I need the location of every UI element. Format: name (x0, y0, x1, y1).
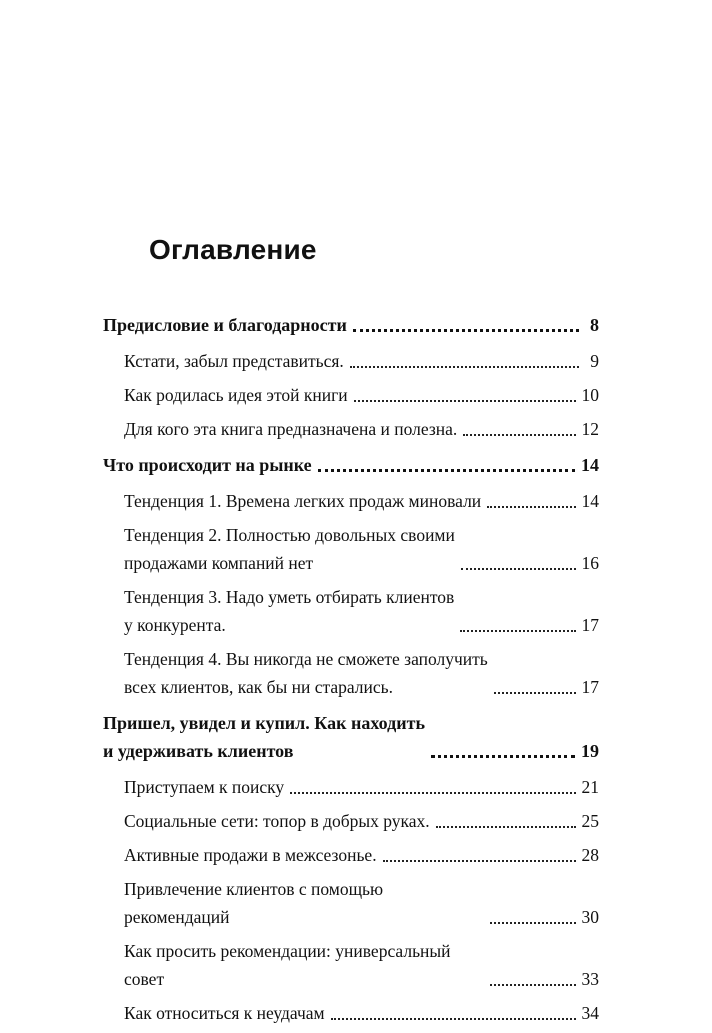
page-number: 8 (590, 315, 599, 335)
dot-leader (494, 692, 576, 694)
section-title: Кстати, забыл представиться. (124, 351, 344, 371)
dot-leader (487, 506, 575, 508)
table-of-contents (103, 311, 599, 1033)
page-number: 14 (581, 491, 599, 511)
section-title (124, 645, 488, 701)
section-title (124, 583, 454, 639)
dot-leader (290, 792, 575, 794)
dot-leader (463, 434, 575, 436)
dot-leader (350, 366, 579, 368)
toc-chapter-find-clients[interactable] (103, 709, 599, 765)
dot-leader (436, 826, 576, 828)
section-title-line: Тенденция 4. Вы никогда не сможете заполучить (124, 649, 488, 669)
page-number: 17 (581, 615, 599, 635)
chapter-title-line: Пришел, увидел и купил. Как находить (103, 713, 425, 733)
dot-leader (383, 860, 576, 862)
page-number: 25 (581, 811, 599, 831)
toc-section[interactable] (103, 999, 599, 1027)
page-number: 17 (581, 677, 599, 697)
dot-leader (354, 400, 576, 402)
toc-section[interactable] (103, 415, 599, 443)
page-number: 12 (581, 419, 599, 439)
section-title: Приступаем к поиску (124, 777, 285, 797)
section-title: Как относиться к неудачам (124, 1003, 325, 1023)
page-number: 21 (581, 777, 599, 797)
section-title: Тенденция 1. Времена легких продаж миновали (124, 491, 482, 511)
page-number: 30 (581, 907, 599, 927)
dot-leader (490, 984, 576, 986)
toc-section[interactable] (103, 347, 599, 375)
toc-chapter-preface[interactable] (103, 311, 599, 339)
chapter-title: Предисловие и благодарности (103, 315, 347, 335)
toc-section[interactable] (103, 381, 599, 409)
section-title (124, 521, 455, 577)
toc-section[interactable] (103, 583, 599, 639)
section-title: Для кого эта книга предназначена и полезна. (124, 419, 458, 439)
toc-section[interactable] (103, 841, 599, 869)
page-number: 28 (581, 845, 599, 865)
page-number: 16 (581, 553, 599, 573)
page-number: 14 (581, 455, 599, 475)
toc-section[interactable] (103, 807, 599, 835)
toc-chapter-market[interactable] (103, 451, 599, 479)
section-title-line: всех клиентов, как бы ни старались. (124, 677, 394, 697)
section-title-line: продажами компаний нет (124, 553, 314, 573)
dot-leader (353, 329, 579, 332)
toc-section[interactable] (103, 875, 599, 931)
chapter-title (103, 709, 425, 765)
section-title: Активные продажи в межсезонье. (124, 845, 377, 865)
chapter-title: Что происходит на рынке (103, 455, 312, 475)
toc-section[interactable] (103, 487, 599, 515)
toc-section[interactable] (103, 645, 599, 701)
toc-section[interactable] (103, 937, 599, 993)
toc-section[interactable] (103, 521, 599, 577)
page-title: Оглавление (149, 234, 317, 265)
page-number: 33 (581, 969, 599, 989)
dot-leader (318, 469, 575, 472)
dot-leader (331, 1018, 576, 1020)
section-title: Как просить рекомендации: универсальный совет (124, 941, 451, 989)
page-number: 34 (581, 1003, 599, 1023)
dot-leader (460, 630, 575, 632)
section-title: Как родилась идея этой книги (124, 385, 348, 405)
page-number: 10 (581, 385, 599, 405)
toc-section[interactable] (103, 773, 599, 801)
dot-leader (490, 922, 576, 924)
section-title: Привлечение клиентов с помощью рекомендаций (124, 879, 384, 927)
chapter-title-line: и удерживать клиентов (103, 741, 294, 761)
dot-leader (431, 755, 575, 758)
section-title-line: Тенденция 2. Полностью довольных своими (124, 525, 455, 545)
dot-leader (461, 568, 576, 570)
page-number: 19 (581, 741, 599, 761)
section-title-line: у конкурента. (124, 615, 226, 635)
page-number: 9 (590, 351, 599, 371)
section-title-line: Тенденция 3. Надо уметь отбирать клиентов (124, 587, 455, 607)
section-title: Социальные сети: топор в добрых руках. (124, 811, 430, 831)
